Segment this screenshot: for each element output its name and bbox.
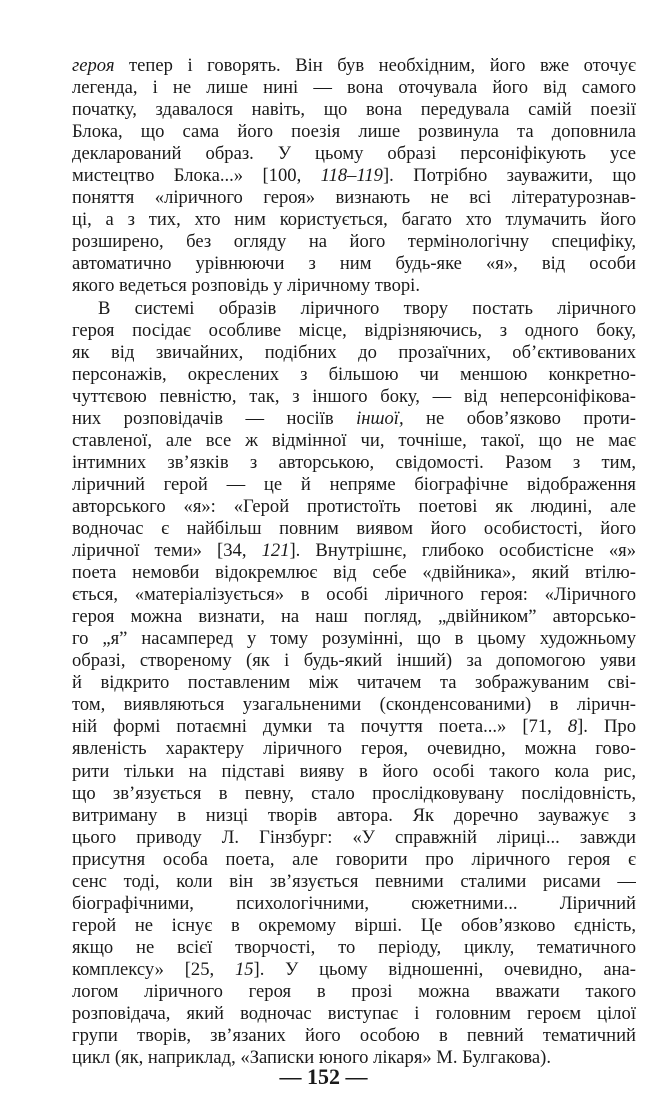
text-line [72, 628, 636, 650]
text-line [72, 231, 636, 253]
text-line [72, 165, 636, 187]
text-segment: водночас є найбільш повним виявом його особистості, його [72, 517, 636, 539]
text-line [72, 694, 636, 716]
text-segment: 15 [234, 958, 254, 980]
text-segment: й відкрито поставленим між читачем та зображуваним сві- [72, 672, 636, 694]
text-segment: ється, «матеріалізується» в особі ліричного героя: «Ліричного [72, 584, 636, 606]
text-line [72, 77, 636, 99]
text-segment: образі, створеному (як і будь-який інший) за допомогою уяви [72, 650, 636, 672]
text-segment: ліричний герой — це й непряме біографічне відображення [72, 473, 636, 495]
text-line [72, 298, 636, 320]
text-segment: якщо не всієї творчості, то періоду, циклу, тематичного [72, 936, 636, 958]
text-line [72, 187, 636, 209]
text-line [72, 408, 636, 430]
text-segment: рити тільки на підставі вияву в його особі такого кола рис, [72, 760, 636, 782]
text-segment: іншої, [356, 407, 404, 429]
text-segment: сенс тоді, коли він зв’язується певними сталими рисами — [72, 870, 636, 892]
text-line [72, 1025, 636, 1047]
text-segment: персонажів, окреслених з більшою чи меншою конкретно- [72, 363, 636, 385]
text-segment: го „я” насамперед у тому розумінні, що в цьому художньому [72, 628, 636, 650]
text-segment: що зв’язується в певну, стало прослідковувану послідовність, [72, 782, 636, 804]
text-segment: герой не існує в окремому вірші. Це обов’язково єдність, [72, 914, 636, 936]
text-line [72, 606, 636, 628]
text-segment: як від звичайних, подібних до прозаїчних, об’єктивованих [72, 341, 636, 363]
text-line [72, 518, 636, 540]
body-text [72, 55, 647, 1069]
text-segment: Блока, що сама його поезія лише розвинула та доповнила [72, 121, 636, 143]
text-line [72, 143, 636, 165]
text-segment: 121 [261, 540, 290, 562]
text-line [72, 452, 636, 474]
text-segment: чуттєвою певністю, так, з іншого боку, — від неперсоніфікова- [72, 385, 636, 407]
text-line [72, 99, 636, 121]
text-segment: цього приводу Л. Гінзбург: «У справжній ліриці... завжди [72, 826, 636, 848]
text-segment: присутня особа поета, але говорити про ліричного героя є [72, 848, 636, 870]
text-line [72, 496, 636, 518]
text-segment: ставленої, але все ж відмінної чи, точніше, такої, що не має [72, 429, 636, 451]
text-segment: інтимних зв’язків з авторською, свідомості. Разом з тим, [72, 451, 636, 473]
text-line [72, 1003, 636, 1025]
text-segment: розширено, без огляду на його термінологічну специфіку, [72, 231, 636, 253]
text-segment: явленість характеру ліричного героя, очевидно, можна гово- [72, 738, 636, 760]
text-line [72, 981, 636, 1003]
text-line [72, 959, 636, 981]
text-line [72, 121, 636, 143]
text-line [72, 386, 636, 408]
text-segment: ]. У цьому відношенні, очевидно, ана- [253, 958, 636, 980]
text-segment: ]. Про [577, 716, 636, 738]
text-line [72, 650, 636, 672]
text-segment: тепер і говорять. Він був необхідним, його вже оточує [114, 55, 636, 76]
text-line [72, 871, 636, 893]
text-segment: героя посідає особливе місце, відрізняючись, з одного боку, [72, 319, 636, 341]
text-segment: декларований образ. У цьому образі персоніфікують усе [72, 143, 636, 165]
text-segment: 8 [567, 716, 578, 738]
text-segment: якого ведеться розповідь у ліричному творі. [72, 275, 420, 297]
text-line [72, 540, 636, 562]
text-segment: не обов’язково проти- [403, 407, 636, 429]
text-segment: цикл (як, наприклад, «Записки юного лікаря» М. Булгакова). [72, 1047, 552, 1069]
text-line [72, 672, 636, 694]
text-segment: комплексу» [25, [72, 958, 235, 980]
text-line [72, 253, 636, 275]
text-segment: героя можна визнати, на наш погляд, „двійником” авторсько- [72, 606, 636, 628]
text-line [72, 849, 636, 871]
text-line [72, 209, 636, 231]
text-segment: розповідача, який водночас виступає і головним героєм цілої [72, 1003, 636, 1025]
text-segment: автоматично урівнюючи з ним будь-яке «я», від особи [72, 253, 636, 275]
text-segment: початку, здавалося навіть, що вона передувала самій поезії [72, 99, 636, 121]
page-number: — 152 — [279, 1064, 368, 1089]
text-line [72, 364, 636, 386]
text-segment: ці, а з тих, хто ним користується, багато хто тлумачить його [72, 209, 636, 231]
text-segment: них розповідачів — носіїв [72, 407, 357, 429]
text-segment: В системі образів ліричного твору постать ліричного [98, 297, 636, 319]
text-line [72, 827, 636, 849]
text-line [72, 783, 636, 805]
text-segment: поняття «ліричного героя» визнають не всі літературознав- [72, 187, 636, 209]
text-line [72, 275, 636, 297]
text-line [72, 761, 636, 783]
text-segment: авторського «я»: «Герой протистоїть поетові як людині, але [72, 495, 636, 517]
text-line [72, 430, 636, 452]
text-segment: логом ліричного героя в прозі можна вважати такого [72, 980, 636, 1002]
text-line [72, 320, 636, 342]
text-segment: ]. Потрібно зауважити, що [382, 165, 636, 187]
text-line [72, 738, 636, 760]
text-segment: поета немовби відокремлює від себе «двійника», який втілю- [72, 562, 636, 584]
text-segment: том, виявляються узагальненими (сконденсованими) в ліричн- [72, 694, 636, 716]
text-line [72, 915, 636, 937]
text-line [72, 805, 636, 827]
text-segment: витриману в низці творів автора. Як доречно зауважує з [72, 804, 636, 826]
text-line [72, 584, 636, 606]
text-segment: групи творів, зв’язаних його особою в певний тематичний [72, 1025, 636, 1047]
text-line [72, 893, 636, 915]
text-segment: мистецтво Блока...» [100, [72, 165, 321, 187]
text-segment: ліричної теми» [34, [72, 540, 262, 562]
text-line [72, 55, 636, 77]
text-segment: легенда, і не лише нині — вона оточувала його від самого [72, 77, 636, 99]
text-line [72, 342, 636, 364]
text-line [72, 474, 636, 496]
text-line [72, 716, 636, 738]
text-segment: біографічними, психологічними, сюжетними... Ліричний [72, 892, 636, 914]
text-segment: героя [72, 55, 115, 76]
text-segment: 118–119 [320, 165, 383, 187]
text-segment: ній формі потаємні думки та почуття поета...» [71, [72, 716, 568, 738]
text-line [72, 562, 636, 584]
text-segment: ]. Внутрішнє, глибоко особистісне «я» [289, 540, 636, 562]
text-line [72, 937, 636, 959]
